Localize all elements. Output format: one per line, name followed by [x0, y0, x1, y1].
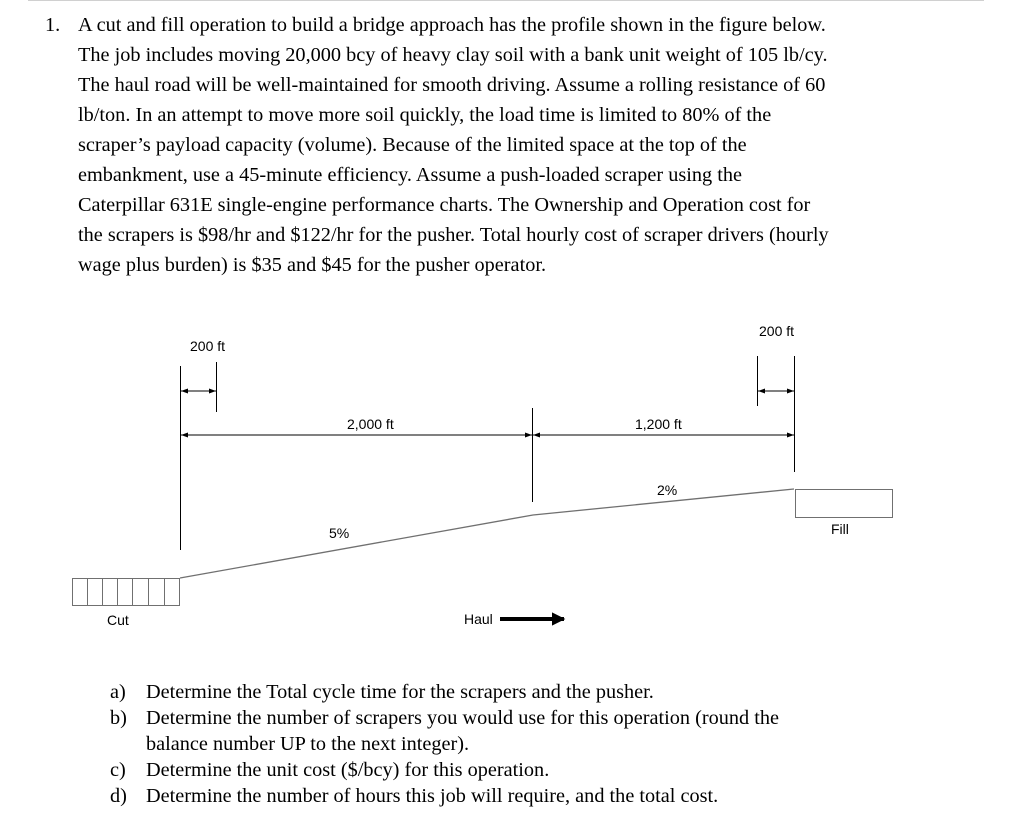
problem-line: wage plus burden) is $35 and $45 for the pusher operator. — [78, 254, 547, 276]
question-list — [110, 679, 890, 809]
question-letter: b) — [110, 707, 127, 729]
problem-line: The haul road will be well-maintained for smooth driving. Assume a rolling resistance of 60 — [78, 74, 826, 96]
problem-line: the scrapers is $98/hr and $122/hr for the pusher. Total hourly cost of scraper drivers (hourly — [78, 224, 829, 246]
problem-line: A cut and fill operation to build a bridge approach has the profile shown in the figure below. — [78, 14, 826, 36]
label-2000ft: 2,000 ft — [347, 416, 394, 432]
cut-area — [73, 579, 180, 606]
label-200ft-right: 200 ft — [759, 323, 795, 339]
problem-line: embankment, use a 45-minute efficiency. Assume a push-loaded scraper using the — [78, 164, 743, 186]
question-text: Determine the Total cycle time for the scrapers and the pusher. — [146, 681, 654, 703]
label-200ft-left: 200 ft — [190, 338, 226, 354]
label-haul: Haul — [464, 611, 493, 627]
question-text: Determine the number of hours this job will require, and the total cost. — [146, 785, 719, 807]
question-a — [110, 679, 890, 705]
label-fill: Fill — [831, 521, 849, 537]
grade-5-percent: 5% — [329, 525, 350, 541]
question-text: balance number UP to the next integer). — [146, 733, 470, 755]
grade-2-percent: 2% — [657, 482, 678, 498]
problem-line: Caterpillar 631E single-engine performance charts. The Ownership and Operation cost for — [78, 194, 811, 216]
haul-road-profile — [180, 489, 794, 578]
problem-text — [78, 10, 928, 280]
problem-line: scraper’s payload capacity (volume). Because of the limited space at the top of the — [78, 134, 747, 156]
question-d — [110, 783, 890, 809]
fill-area — [796, 490, 893, 518]
question-letter: a) — [110, 681, 126, 703]
problem-line: The job includes moving 20,000 bcy of heavy clay soil with a bank unit weight of 105 lb/cy. — [78, 44, 828, 66]
label-1200ft: 1,200 ft — [635, 416, 682, 432]
question-c — [110, 757, 890, 783]
question-text: Determine the unit cost ($/bcy) for this operation. — [146, 759, 550, 781]
question-b — [110, 705, 890, 757]
problem-line: lb/ton. In an attempt to move more soil quickly, the load time is limited to 80% of the — [78, 104, 772, 126]
question-text: Determine the number of scrapers you would use for this operation (round the — [146, 707, 780, 729]
problem-number: 1. — [45, 14, 61, 36]
label-cut: Cut — [107, 612, 129, 628]
top-rule — [28, 0, 984, 1]
question-letter: d) — [110, 785, 127, 807]
haul-profile-figure — [0, 300, 1024, 640]
question-letter: c) — [110, 759, 126, 781]
